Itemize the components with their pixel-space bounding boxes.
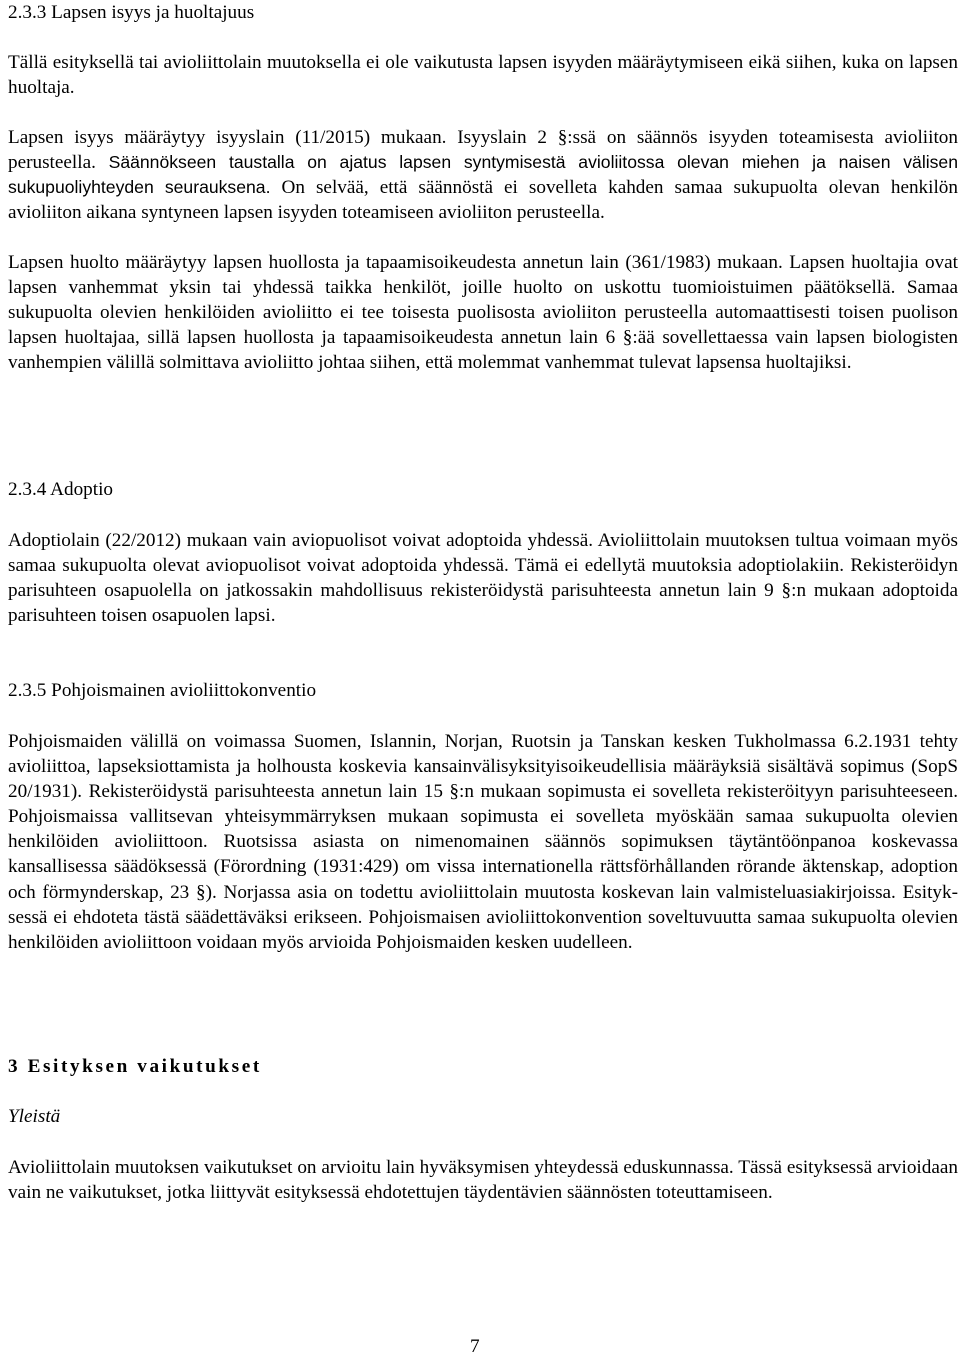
paragraph-paternity-law [8, 125, 958, 225]
paragraph-effects-general: Avioliittolain muutoksen vaikutukset on arvioitu lain hyväksymisen yhteydessä eduskunnassa. Tässä esityksessä arvioidaan vain ne vaikutukset, jotka liittyvät esityksessä ehdotettujen täydentävien säännösten toteuttamiseen. [8, 1157, 958, 1204]
paragraph-adoption: Adoptiolain (22/2012) mukaan vain aviopuolisot voivat adoptoida yhdessä. Avioliittolain muutoksen tultua voimaan myös samaa sukupuolta olevat aviopuolisot voivat adoptoida yhdessä. Tämä ei edellytä muutoksia adoptiolakiin. Rekisteröidyn parisuhteen osapuolella on jatkossakin mahdollisuus rekisteröidystä parisuhteesta annetun lain 9 §:n mukaan adoptoida parisuhteen toisen osapuolen lapsi. [8, 530, 958, 627]
paragraph-paternity-law-part1: Lapsen isyys määräytyy isyyslain (11/2015) mukaan. Isyyslain 2 §:ssä on säännös isyyden toteamisesta avioliiton perusteella. [8, 127, 958, 174]
paragraph-nordic-convention: Pohjoismaiden välillä on voimassa Suomen, Islannin, Norjan, Ruotsin ja Tanskan kesken Tukholmassa 6.2.1931 tehty avioliittoa, lapseksiottamista ja holhousta koskevia kansainvälisyksityisoikeudellisia määräyksiä sisältävä sopimus (SopS 20/1931). Rekisteröidystä parisuhteesta annetun lain 15 §:n mukaan sopimusta ei sovelleta rekisteröityyn parisuhteeseen. Pohjoismaissa vallitsevan yhteisymmärryksen mukaan sopimusta ei sovelleta myöskään samaa sukupuolta olevien henkilöiden avioliittoon. Ruotsissa asiasta on nimenomainen säännös sopimuksen täytäntöönpanoa koskevassa kansallisessa säädöksessä (Förordning (1931:429) om vissa internationella rättsförhållanden rörande äktenskap, adoption och förmynderskap, 23 §). Norjassa asia on todettu avioliittolain muutosta koskevan lain valmisteluasiakirjoissa. Esityksessä ei ehdoteta tästä säädettäväksi erikseen. Pohjoismaisen avioliittokonvention soveltuvuutta samaa sukupuolta olevien henkilöiden avioliittoon voidaan myös arvioida Pohjoismaiden kesken uudelleen. [8, 731, 958, 953]
subheading-general: Yleistä [8, 1106, 61, 1127]
paragraph-custody: Lapsen huolto määräytyy lapsen huollosta ja tapaamisoikeudesta annetun lain (361/1983) mukaan. Lapsen huoltajia ovat lapsen vanhemmat yksin tai yhdessä taikka henkilöt, joille huolto on uskottu tuomioistuimen päätöksellä. Samaa sukupuolta olevien henkilöiden avioliitto ei tee toisesta puolisosta avioliiton perusteella automaattisesti toisen puolison lapsen huoltajaa, sillä lapsen huollosta ja tapaamisoikeudesta annetun lain 6 §:ää sovellettaessa vain lapsen biologisten vanhempien välillä solmittava avioliitto johtaa siihen, että molemmat vanhemmat tulevat lapsensa huoltajiksi. [8, 252, 958, 374]
section-heading-2-3-4: 2.3.4 Adoptio [8, 479, 114, 500]
paragraph-paternity-law-part2: Säännökseen taustalla on ajatus lapsen syntymisestä avioliitossa olevan miehen ja naisen välisen sukupuoliyhteyden seurauksena. [8, 152, 958, 198]
section-heading-3: 3 Esityksen vaikutukset [8, 1056, 262, 1077]
section-heading-2-3-3: 2.3.3 Lapsen isyys ja huoltajuus [8, 2, 255, 23]
paragraph-paternity-law-part3: On selvää, että säännöstä ei sovelleta kahden samaa sukupuolta olevan henkilön avioliiton aikana syntyneen lapsen isyyden toteamiseen avioliiton perusteella. [8, 177, 958, 224]
page-number: 7 [470, 1336, 480, 1357]
paragraph-paternity-intro: Tällä esityksellä tai avioliittolain muutoksella ei ole vaikutusta lapsen isyyden määräytymiseen eikä siihen, kuka on lapsen huoltaja. [8, 52, 958, 99]
section-heading-2-3-5: 2.3.5 Pohjoismainen avioliittokonventio [8, 680, 317, 701]
